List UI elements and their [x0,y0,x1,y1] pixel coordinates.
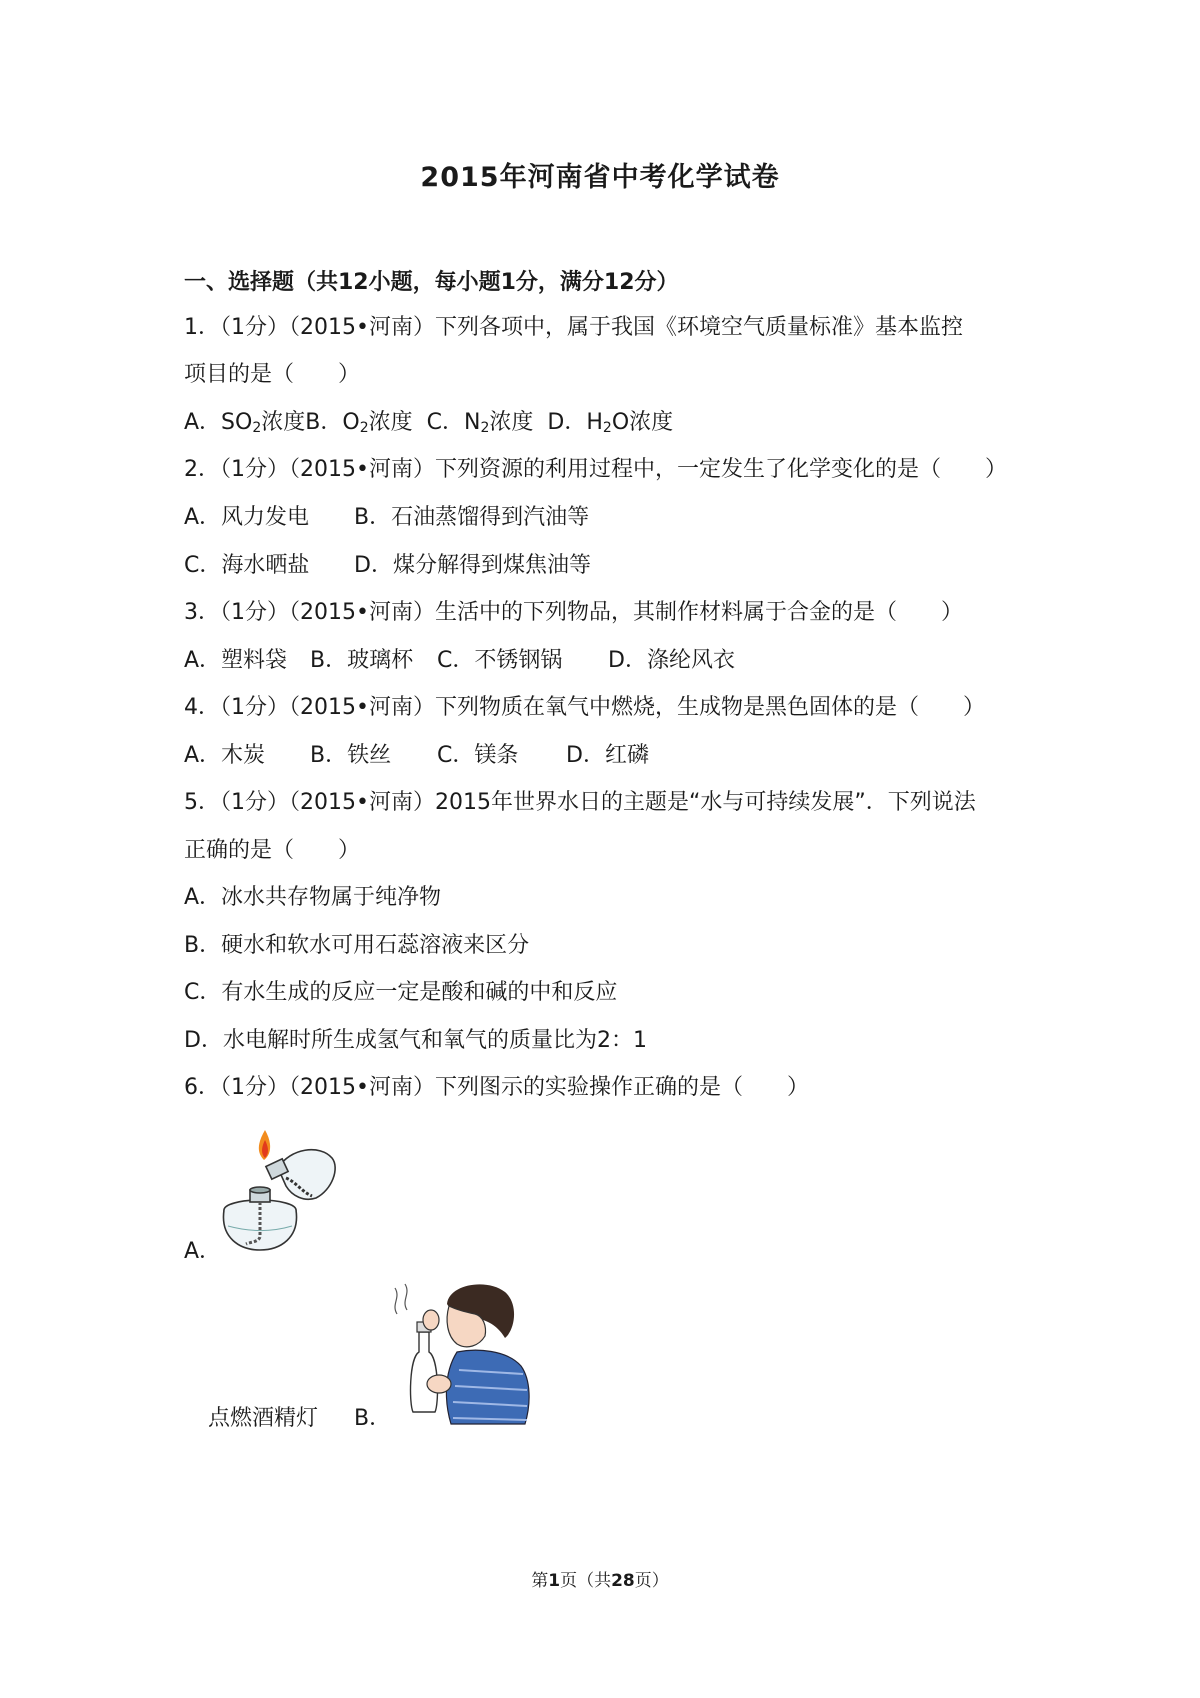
q5-stem-line2: 正确的是（ ） [184,838,361,863]
q1-option-a: A．$SO_2$浓度 [184,410,306,436]
q2-option-b: B．石油蒸馏得到汽油等 [354,505,590,530]
q4-stem: 4．（1分）（2015•河南）下列物质在氧气中燃烧，生成物是黑色固体的是（ ） [184,695,985,720]
q3-option-d: D．涤纶风衣 [608,648,735,673]
q3-option-b: B．玻璃杯 [310,648,414,673]
q2-stem: 2．（1分）（2015•河南）下列资源的利用过程中，一定发生了化学变化的是（ ） [184,457,1007,482]
q5-option-a: A．冰水共存物属于纯净物 [184,885,442,910]
page-footer: 第1页（共28页） [531,1571,669,1591]
q1-stem-line2: 项目的是（ ） [184,362,361,387]
q3-stem: 3．（1分）（2015•河南）生活中的下列物品，其制作材料属于合金的是（ ） [184,600,963,625]
q4-option-c: C．镁条 [437,743,519,768]
q1-stem-line1: 1．（1分）（2015•河南）下列各项中，属于我国《环境空气质量标准》基本监控 [184,315,963,340]
q6-option-b: B． [354,1406,392,1431]
q1-option-c: C．$N_2$浓度 [426,410,534,436]
q5-stem-line1: 5．（1分）（2015•河南）2015年世界水日的主题是“水与可持续发展”．下列说法 [184,790,976,815]
q2-option-d: D．煤分解得到煤焦油等 [354,553,591,578]
alcohol-lamp-figure [220,1118,345,1256]
q4-option-b: B．铁丝 [310,743,392,768]
q6-stem: 6．（1分）（2015•河南）下列图示的实验操作正确的是（ ） [184,1075,809,1100]
q1-option-b: B．$O_2$浓度 [305,410,413,436]
q4-option-d: D．红磷 [566,743,649,768]
q3-option-c: C．不锈钢锅 [437,648,563,673]
q3-option-a: A．塑料袋 [184,648,288,673]
q5-option-c: C．有水生成的反应一定是酸和碱的中和反应 [184,980,618,1005]
q1-option-d: D．$H_2O$浓度 [547,410,674,436]
q5-option-d: D．水电解时所生成氢气和氧气的质量比为2：1 [184,1028,647,1053]
q1-options [184,408,673,443]
smell-gas-figure [387,1274,537,1426]
q6-option-a: A． [184,1239,222,1264]
q2-option-c: C．海水晒盐 [184,553,310,578]
q5-option-b: B．硬水和软水可用石蕊溶液来区分 [184,933,530,958]
q4-option-a: A．木炭 [184,743,266,768]
bottle-icon [411,1332,438,1412]
section-heading: 一、选择题（共12小题，每小题1分，满分12分） [184,270,679,295]
q2-option-a: A．风力发电 [184,505,310,530]
page-title: 2015年河南省中考化学试卷 [420,162,780,193]
q6-option-a-caption: 点燃酒精灯 [208,1406,319,1431]
